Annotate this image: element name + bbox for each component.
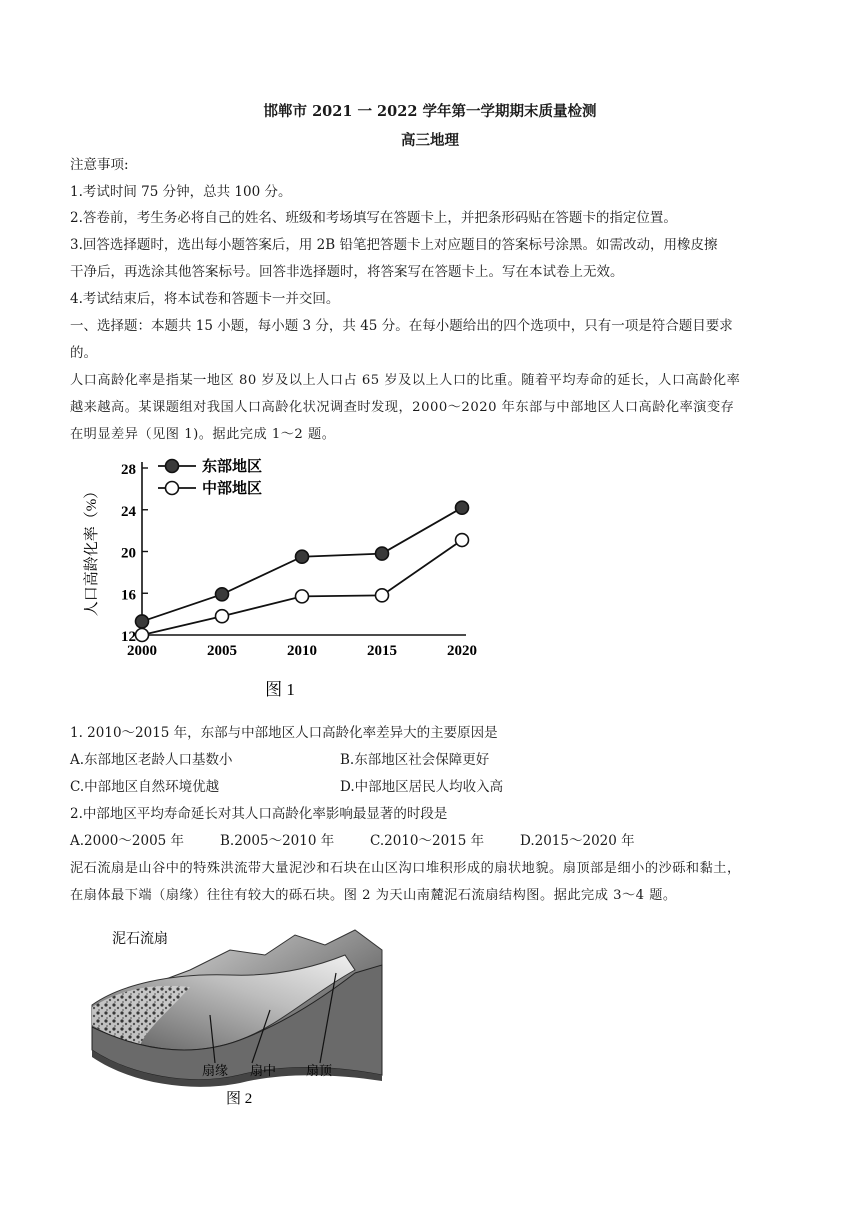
data-point-series-1 bbox=[136, 615, 149, 628]
data-point-series-1 bbox=[296, 550, 309, 563]
series-line-1 bbox=[142, 508, 462, 622]
legend-marker bbox=[166, 460, 179, 473]
notice-item: 3.回答选择题时，选出每小题答案后，用 2B 铅笔把答题卡上对应题目的答案标号涂黑。如需改动，用橡皮擦 bbox=[70, 237, 718, 253]
q2-option-c[interactable]: C.2010～2015 年 bbox=[370, 833, 485, 849]
passage1-line: 在明显差异（见图 1)。据此完成 1～2 题。 bbox=[70, 427, 336, 442]
data-point-series-2 bbox=[376, 589, 389, 602]
notice-item: 1.考试时间 75 分钟，总共 100 分。 bbox=[70, 184, 292, 200]
y-tick-label: 24 bbox=[121, 503, 136, 520]
q1-option-d[interactable]: D.中部地区居民人均收入高 bbox=[340, 779, 504, 795]
data-point-series-1 bbox=[216, 588, 229, 601]
y-tick-label: 12 bbox=[121, 629, 136, 645]
y-tick-label: 20 bbox=[121, 545, 136, 562]
q1-options-row2 bbox=[70, 775, 503, 795]
q1-options-row1 bbox=[70, 748, 489, 768]
data-point-series-2 bbox=[456, 534, 469, 547]
passage1-line: 越来越高。某课题组对我国人口高龄化状况调查时发现，2000～2020 年东部与中部地区人口高龄化率演变存 bbox=[70, 400, 735, 415]
passage2-line: 泥石流扇是山谷中的特殊洪流带大量泥沙和石块在山区沟口堆积形成的扇状地貌。扇顶部是细小的沙砾和黏土， bbox=[70, 861, 741, 876]
passage1-line: 人口高龄化率是指某一地区 80 岁及以上人口占 65 岁及以上人口的比重。随着平均寿命的延长，人口高龄化率 bbox=[70, 373, 741, 388]
y-axis-label: 人口高龄化率（%） bbox=[84, 483, 100, 617]
notice-item: 2.答卷前，考生务必将自己的姓名、班级和考场填写在答题卡上，并把条形码贴在答题卡的指定位置。 bbox=[70, 210, 677, 226]
legend-label: 中部地区 bbox=[202, 481, 263, 497]
q1-option-b[interactable]: B.东部地区社会保障更好 bbox=[340, 752, 490, 768]
q2-stem: 2.中部地区平均寿命延长对其人口高龄化率影响最显著的时段是 bbox=[70, 806, 448, 822]
q1-option-c[interactable]: C.中部地区自然环境优越 bbox=[70, 779, 220, 795]
q2-options-row bbox=[70, 829, 635, 849]
data-point-series-1 bbox=[456, 501, 469, 514]
figure2-caption: 图 2 bbox=[226, 1091, 253, 1107]
q1-stem: 1. 2010～2015 年，东部与中部地区人口高龄化率差异大的主要原因是 bbox=[70, 725, 498, 741]
figure1-caption: 图 1 bbox=[265, 680, 295, 699]
notice-item: 干净后，再选涂其他答案标号。回答非选择题时，将答案写在答题卡上。写在本试卷上无效。 bbox=[70, 264, 624, 280]
figure2-title: 泥石流扇 bbox=[112, 932, 168, 947]
label-fan-edge: 扇缘 bbox=[202, 1063, 229, 1078]
legend-label: 东部地区 bbox=[202, 459, 263, 475]
data-point-series-2 bbox=[136, 629, 149, 642]
legend-marker bbox=[166, 482, 179, 495]
x-tick-label: 2020 bbox=[447, 643, 477, 659]
exam-title: 邯郸市 2021 一 2022 学年第一学期期末质量检测 bbox=[263, 103, 597, 120]
label-fan-middle: 扇中 bbox=[250, 1063, 277, 1078]
label-fan-top: 扇顶 bbox=[306, 1063, 333, 1078]
q1-option-a[interactable]: A.东部地区老龄人口基数小 bbox=[70, 752, 233, 768]
y-tick-label: 28 bbox=[121, 462, 136, 478]
notice-item: 4.考试结束后，将本试卷和答题卡一并交回。 bbox=[70, 291, 340, 307]
notice-heading: 注意事项: bbox=[70, 157, 129, 173]
q2-option-a[interactable]: A.2000～2005 年 bbox=[70, 833, 185, 849]
data-point-series-1 bbox=[376, 547, 389, 560]
q2-option-d[interactable]: D.2015～2020 年 bbox=[520, 833, 635, 849]
exam-subtitle: 高三地理 bbox=[401, 132, 459, 149]
data-point-series-2 bbox=[216, 610, 229, 623]
figure2-debris-fan-diagram bbox=[80, 915, 400, 1115]
x-tick-label: 2000 bbox=[127, 643, 157, 659]
x-tick-label: 2015 bbox=[367, 643, 397, 659]
section-heading: 一、选择题：本题共 15 小题，每小题 3 分，共 45 分。在每小题给出的四个选项中，只有一项是符合题目要求 bbox=[70, 318, 733, 334]
q2-option-b[interactable]: B.2005～2010 年 bbox=[220, 833, 335, 849]
figure1-line-chart bbox=[70, 450, 490, 710]
y-tick-label: 16 bbox=[121, 587, 136, 604]
data-point-series-2 bbox=[296, 590, 309, 603]
x-tick-label: 2010 bbox=[287, 643, 317, 659]
passage2-line: 在扇体最下端（扇缘）往往有较大的砾石块。图 2 为天山南麓泥石流扇结构图。据此完成 3～4 题。 bbox=[70, 888, 677, 903]
section-heading-cont: 的。 bbox=[70, 345, 97, 361]
x-tick-label: 2005 bbox=[207, 643, 237, 659]
